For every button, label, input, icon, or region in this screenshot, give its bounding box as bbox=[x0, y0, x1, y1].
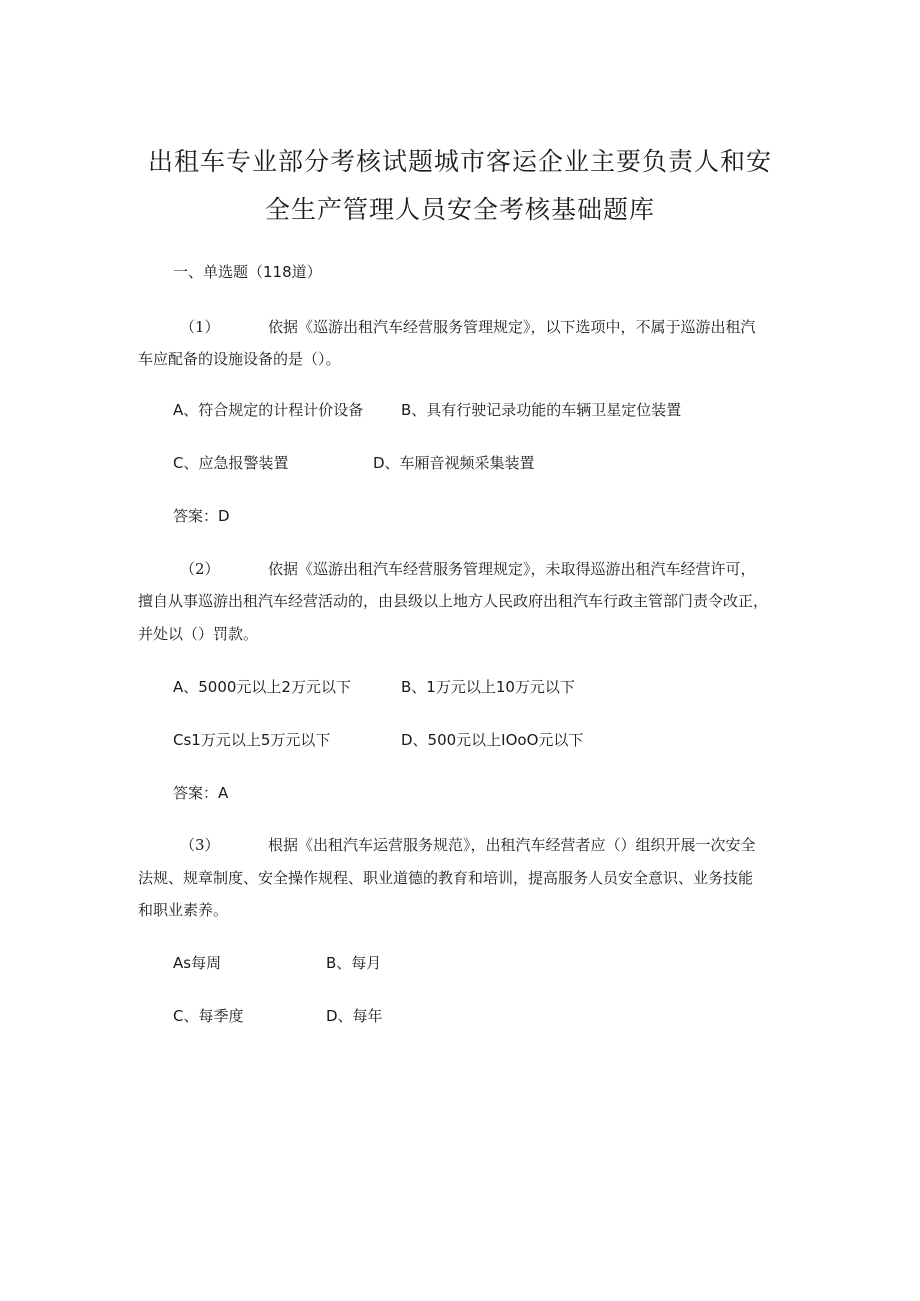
question-3-text-line-2: 法规、规章制度、安全操作规程、职业道德的教育和培训，提高服务人员安全意识、业务技能 bbox=[138, 869, 754, 887]
question-3-number: （3） bbox=[180, 836, 220, 854]
section-heading: 一、单选题（118道） bbox=[173, 263, 322, 281]
question-2-option-d: D、500元以上IOoO元以下 bbox=[401, 731, 584, 749]
question-3-text-line-3: 和职业素养。 bbox=[138, 901, 229, 919]
question-1-option-d: D、车厢音视频采集装置 bbox=[373, 454, 535, 472]
document-title-line-1: 出租车专业部分考核试题城市客运企业主要负责人和安 bbox=[147, 147, 772, 176]
question-1-option-a: A、符合规定的计程计价设备 bbox=[173, 401, 364, 419]
question-1-text-line-2: 车应配备的设施设备的是（）。 bbox=[138, 350, 341, 368]
question-3-option-c: C、每季度 bbox=[173, 1007, 244, 1025]
question-1-text-line-1: 依据《巡游出租汽车经营服务管理规定》，以下选项中，不属于巡游出租汽 bbox=[268, 318, 756, 336]
question-2-text-line-1: 依据《巡游出租汽车经营服务管理规定》，未取得巡游出租汽车经营许可， bbox=[268, 560, 756, 578]
question-1-number: （1） bbox=[180, 318, 220, 336]
question-2-text-line-2: 擅自从事巡游出租汽车经营活动的，由县级以上地方人民政府出租汽车行政主管部门责令改正， bbox=[138, 592, 769, 610]
document-title-line-2: 全生产管理人员安全考核基础题库 bbox=[264, 195, 655, 224]
question-3-option-a: As每周 bbox=[173, 954, 222, 972]
question-2-answer: 答案：A bbox=[173, 784, 229, 802]
question-1-option-c: C、应急报警装置 bbox=[173, 454, 289, 472]
question-3-text-line-1: 根据《出租汽车运营服务规范》，出租汽车经营者应（）组织开展一次安全 bbox=[268, 836, 756, 854]
question-2-number: （2） bbox=[180, 560, 220, 578]
question-2-text-line-3: 并处以（）罚款。 bbox=[138, 625, 259, 643]
question-3-option-d: D、每年 bbox=[326, 1007, 383, 1025]
question-2-option-c: Cs1万元以上5万元以下 bbox=[173, 731, 331, 749]
question-1-option-b: B、具有行驶记录功能的车辆卫星定位装置 bbox=[401, 401, 682, 419]
question-2-option-a: A、5000元以上2万元以下 bbox=[173, 678, 351, 696]
question-1-answer: 答案：D bbox=[173, 507, 230, 525]
question-2-option-b: B、1万元以上10万元以下 bbox=[401, 678, 575, 696]
question-3-option-b: B、每月 bbox=[326, 954, 382, 972]
